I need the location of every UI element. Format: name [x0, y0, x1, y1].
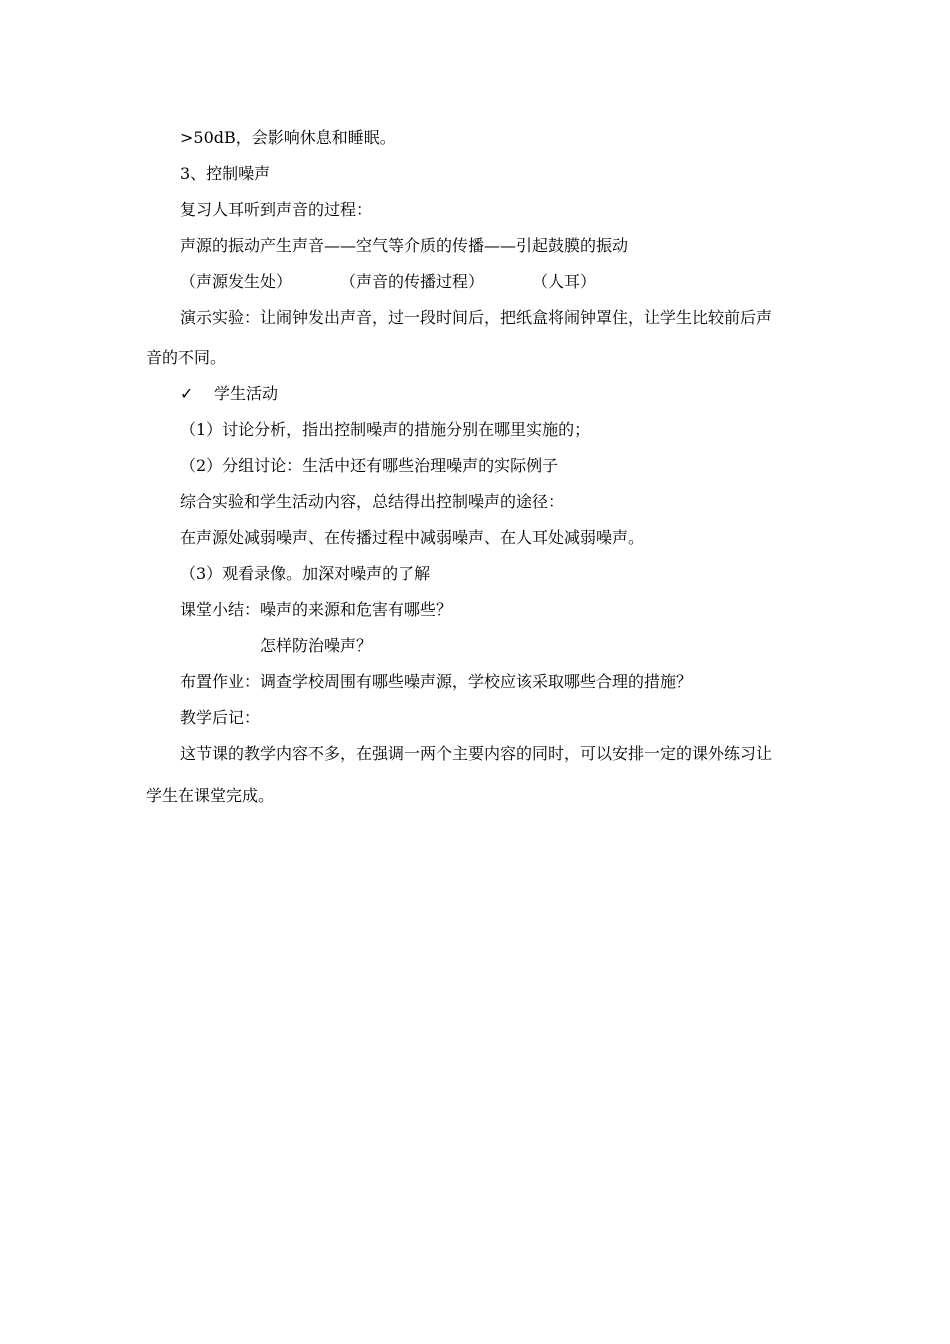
- checkmark-icon: ✓: [180, 384, 194, 403]
- text-line: 布置作业：调查学校周围有哪些噪声源，学校应该采取哪些合理的措施？: [180, 672, 693, 691]
- text-line: 声源的振动产生声音——空气等介质的传播——引起鼓膜的振动: [180, 236, 629, 255]
- text-line: 教学后记：: [180, 708, 261, 727]
- text-line: 这节课的教学内容不多，在强调一两个主要内容的同时，可以安排一定的课外练习让: [180, 744, 773, 763]
- text-line: 课堂小结：噪声的来源和危害有哪些？: [180, 600, 453, 619]
- caption-source: （声源发生处）: [180, 272, 293, 291]
- text-line: 音的不同。: [146, 348, 227, 367]
- text-line: 在声源处减弱噪声、在传播过程中减弱噪声、在人耳处减弱噪声。: [180, 528, 645, 547]
- text-line: 演示实验：让闹钟发出声音，过一段时间后，把纸盒将闹钟罩住，让学生比较前后声: [180, 308, 773, 327]
- text-line: （1）讨论分析，指出控制噪声的措施分别在哪里实施的；: [180, 420, 591, 439]
- text-line: 综合实验和学生活动内容，总结得出控制噪声的途径：: [180, 492, 565, 511]
- text-line: 学生在课堂完成。: [146, 786, 275, 805]
- text-line: 学生活动: [214, 384, 279, 403]
- section-heading: 3、控制噪声: [180, 164, 271, 183]
- caption-ear: （人耳）: [532, 272, 597, 291]
- text-line: 复习人耳听到声音的过程：: [180, 200, 373, 219]
- text-line: （3）观看录像。加深对噪声的了解: [180, 564, 431, 583]
- text-line: 怎样防治噪声？: [260, 636, 373, 655]
- text-line: >50dB，会影响休息和睡眠。: [180, 128, 396, 147]
- caption-propagation: （声音的传播过程）: [340, 272, 485, 291]
- text-line: （2）分组讨论：生活中还有哪些治理噪声的实际例子: [180, 456, 559, 475]
